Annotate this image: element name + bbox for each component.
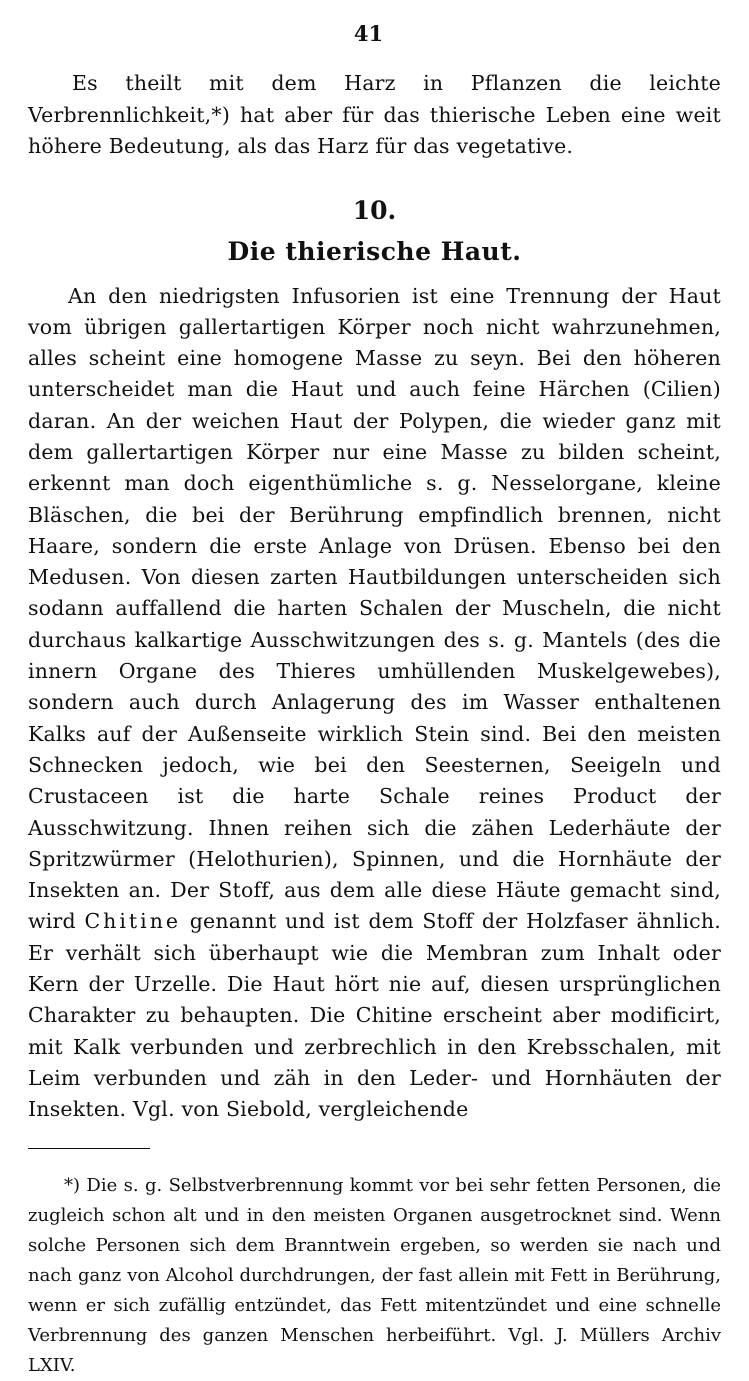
section-number: 10. [352, 195, 397, 225]
page-number: 41 [353, 21, 384, 46]
emphasized-term: Chitine [84, 909, 182, 934]
intro-paragraph: Es theilt mit dem Harz in Pflanzen die leichte Verbrennlichkeit,*) hat aber für das thierische Leben eine weit höhere Bedeutung, als das Harz für das vegetative. [28, 71, 721, 158]
footnote: *) Die s. g. Selbstverbrennung kommt vor bei sehr fetten Personen, die zugleich schon alt und in den meisten Organen ausgetrocknet sind. Wenn solche Personen sich dem Branntwein ergeben, so werden sie nach und nach ganz von Alcohol durchdrungen, der fast allein mit Fett in Berührung, wenn er sich zufällig entzündet, das Fett mitentzündet und eine schnelle Verbrennung des ganzen Menschen herbeiführt. Vgl. J. Müllers Archiv LXIV. [28, 1174, 721, 1376]
footnote-divider [28, 1148, 150, 1149]
main-paragraph-text-after: genannt und ist dem Stoff der Holzfaser ähnlich. Er verhält sich überhaupt wie die Membran zum Inhalt oder Kern der Urzelle. Die Haut hört nie auf, diesen ursprünglichen Charakter zu behaupten. Die Chitine erscheint aber modificirt, mit Kalk verbunden und zerbrechlich in den Krebsschalen, mit Leim verbunden und zäh in den Leder- und Hornhäuten der Insekten. Vgl. von Siebold, vergleichende [28, 909, 721, 1122]
main-paragraph-text-before: An den niedrigsten Infusorien ist eine Trennung der Haut vom übrigen gallertartigen Körper noch nicht wahrzunehmen, alles scheint eine homogene Masse zu seyn. Bei den höheren unterscheidet man die Haut und auch feine Härchen (Cilien) daran. An der weichen Haut der Polypen, die wieder ganz mit dem gallertartigen Körper nur eine Masse zu bilden scheint, erkennt man doch eigenthümliche s. g. Nesselorgane, kleine Bläschen, die bei der Berührung empfindlich brennen, nicht Haare, sondern die erste Anlage von Drüsen. Ebenso bei den Medusen. Von diesen zarten Hautbildungen unterscheiden sich sodann auffallend die harten Schalen der Muscheln, die nicht durchaus kalkartige Ausschwitzungen des s. g. Mantels (des die innern Organe des Thieres umhüllenden Muskelgewebes), sondern auch durch Anlagerung des im Wasser enthaltenen Kalks auf der Außenseite wirklich Stein sind. Bei den meisten Schnecken jedoch, wie bei den Seesternen, Seeigeln und Crustaceen ist die harte Schale reines Product der Ausschwitzung. Ihnen reihen sich die zähen Lederhäute der Spritzwürmer (Helothurien), Spinnen, und die Hornhäute der Insekten an. Der Stoff, aus dem alle diese Häute gemacht sind, wird [28, 283, 721, 934]
main-paragraph [28, 281, 721, 1126]
section-title: Die thierische Haut. [227, 236, 522, 266]
